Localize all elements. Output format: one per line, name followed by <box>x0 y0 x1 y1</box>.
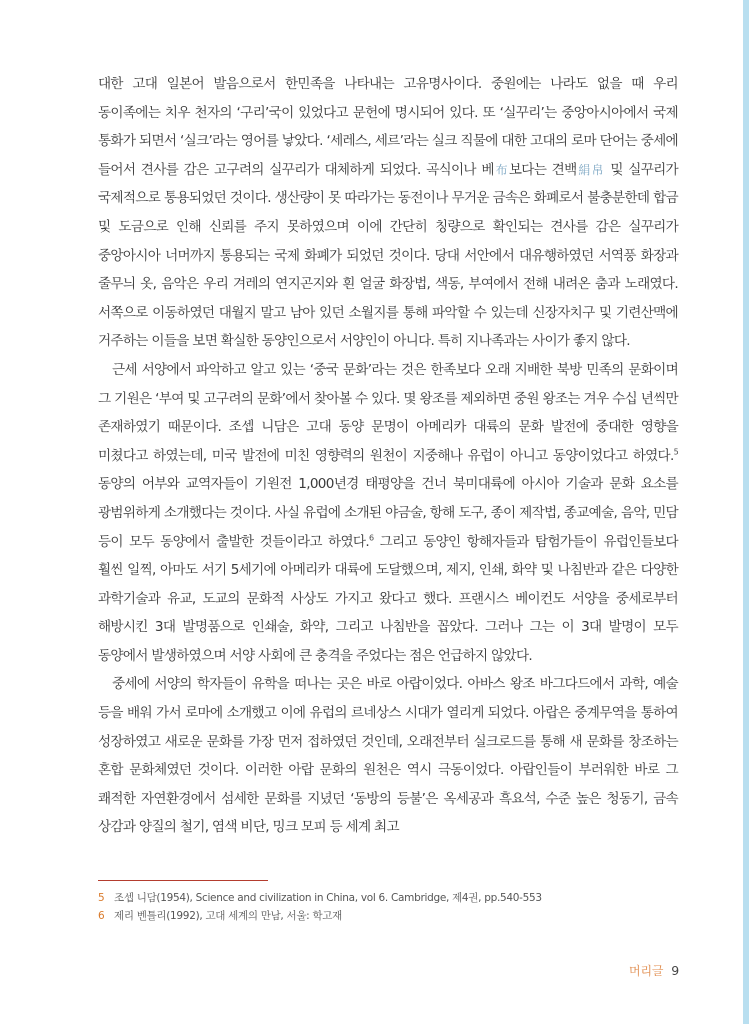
footnote-ref-5[interactable]: 5 <box>673 447 678 457</box>
paragraph-1-text-a: 대한 고대 일본어 발음으로서 한민족을 나타내는 고유명사이다. 중원에는 나라도 없을 때 우리 동이족에는 치우 천자의 ‘구리’국이 있었다고 문헌에 명시되어 있다. 또 ‘실꾸리’는 중앙아시아에서 국제 통화가 되면서 ‘실크’라는 영어를 낳았다. ‘세레스, 세르’라는 실크 직물에 대한 고대의 로마 단어는 중세에 들어서 견사를 감은 고구려의 실꾸리가 대체하게 되었다. 곡식이나 베 <box>98 76 678 178</box>
page-footer <box>629 962 679 979</box>
paragraph-1-text-c: 및 실꾸리가 국제적으로 통용되었던 것이다. 생산량이 못 따라가는 동전이나 무거운 금속은 화폐로서 불충분한데 합금 및 도금으로 인해 신뢰를 주지 못하였으며 이에 간단히 칭량으로 확인되는 견사를 감은 실꾸리가 중앙아시아 너머까지 통용되는 국제 화폐가 되었던 것이다. 당대 서안에서 대유행하였던 서역풍 화장과 줄무늬 옷, 음악은 우리 겨레의 연지곤지와 흰 얼굴 화장법, 색동, 부여에서 전해 내려온 춤과 노래였다. 서쪽으로 이동하였던 대월지 말고 남아 있던 소월지를 통해 파악할 수 있는데 신장자치구 및 기련산맥에 거주하는 이들을 보면 확실한 동양인으로서 서양인이 아니다. 특히 지나족과는 사이가 좋지 않다. <box>98 161 678 350</box>
hanja-annotation-gyeonbaek: 絹帛 <box>576 162 605 177</box>
footnote-divider <box>98 880 268 881</box>
paragraph-2-text-a: 근세 서양에서 파악하고 알고 있는 ‘중국 문화’라는 것은 한족보다 오래 지배한 북방 민족의 문화이며 그 기원은 ‘부여 및 고구려의 문화’에서 찾아볼 수 있다. 몇 왕조를 제외하면 중원 왕조는 겨우 수십 년씩만 존재하였기 때문이다. 조셉 니담은 고대 동양 문명이 아메리카 대륙의 문화 발전에 중대한 영향을 미쳤다고 하였는데, 미국 발전에 미친 영향력의 원천이 지중해나 유럽이 아니고 동양이었다고 하였다. <box>98 361 678 464</box>
footnote-item <box>98 907 678 925</box>
page-number: 9 <box>671 963 679 978</box>
main-body-text <box>98 70 678 842</box>
footnote-text: 조셉 니담(1954), Science and civilization in China, vol 6. Cambridge, 제4권, pp.540-553 <box>114 892 542 904</box>
paragraph-2 <box>98 356 678 671</box>
paragraph-1 <box>98 70 678 356</box>
footnote-item <box>98 889 678 907</box>
paragraph-2-text-c: 그리고 동양인 항해자들과 탐험가들이 유럽인들보다 훨씬 일찍, 아마도 서기 5세기에 아메리카 대륙에 도달했으며, 제지, 인쇄, 화약 및 나침반과 같은 다양한 과학기술과 유교, 도교의 문화적 사상도 가지고 왔다고 했다. 프랜시스 베이컨도 서양을 중세로부터 해방시킨 3대 발명품으로 인쇄술, 화약, 그리고 나침반을 꼽았다. 그러나 그는 이 3대 발명이 모두 동양에서 발생하였으며 서양 사회에 큰 충격을 주었다는 점은 언급하지 않았다. <box>98 533 678 664</box>
footnote-text: 제리 벤틀리(1992), 고대 세계의 만남, 서울: 학고재 <box>114 910 342 922</box>
paragraph-3-text: 중세에 서양의 학자들이 유학을 떠나는 곳은 바로 아랍이었다. 아바스 왕조 바그다드에서 과학, 예술 등을 배워 가서 로마에 소개했고 이에 유럽의 르네상스 시대가 열리게 되었다. 아랍은 중계무역을 통하여 성장하였고 새로운 문화를 가장 먼저 접하였던 것인데, 오래전부터 실크로드를 통해 새 문화를 창조하는 혼합 문화체였던 것이다. 이러한 아랍 문화의 원천은 역시 극동이었다. 아랍인들이 부러워한 바로 그 쾌적한 자연환경에서 섬세한 문화를 지녔던 ‘동방의 등불’은 옥세공과 흑요석, 수준 높은 청동기, 금속 상감과 양질의 철기, 염색 비단, 밍크 모피 등 세계 최고 <box>98 676 678 836</box>
hanja-annotation-bu: 布 <box>493 162 509 177</box>
footnote-number: 6 <box>98 910 105 922</box>
footnote-number: 5 <box>98 892 105 904</box>
section-label: 머리글 <box>629 964 664 978</box>
paragraph-1-text-b: 보다는 견백 <box>508 161 577 178</box>
page-edge-stripe <box>743 0 749 1024</box>
paragraph-3 <box>98 670 678 842</box>
footnote-ref-6[interactable]: 6 <box>368 532 374 542</box>
paragraph-2-text-b: 동양의 어부와 교역자들이 기원전 1,000년경 태평양을 건너 북미대륙에 아시아 기술과 문화 요소를 광범위하게 소개했다는 것이다. 사실 유럽에 소개된 야금술, 항해 도구, 종이 제작법, 종교예술, 음악, 민담 등이 모두 동양에서 출발한 것들이라고 하였다. <box>98 476 678 550</box>
footnotes <box>98 889 678 925</box>
